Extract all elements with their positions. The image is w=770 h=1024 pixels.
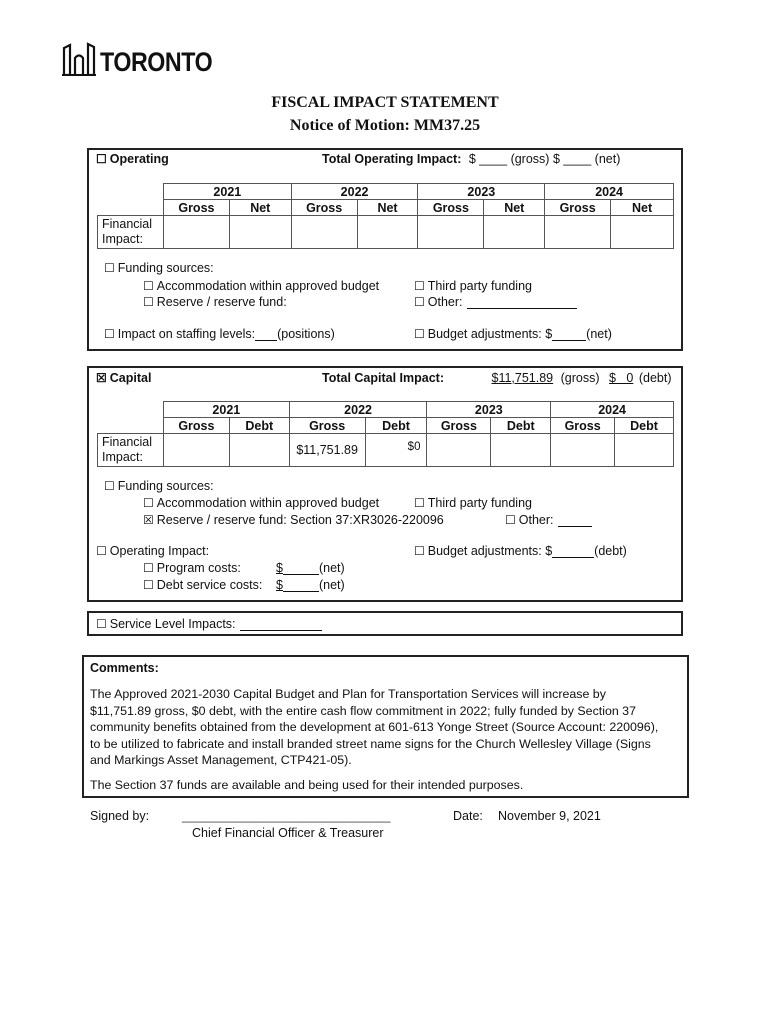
operating-total-net: $ ____ (net) xyxy=(552,152,621,166)
col-header: Gross xyxy=(551,418,615,434)
budget-adj-label: Budget adjustments: $ xyxy=(427,544,553,558)
col-header: Net xyxy=(484,200,545,216)
operating-label: Operating xyxy=(109,152,169,166)
capital-total-debt: $ 0 xyxy=(609,371,634,385)
comments-paragraph-2: The Section 37 funds are available and being used for their intended purposes. xyxy=(90,778,524,792)
capital-label: Capital xyxy=(109,371,152,385)
date-value: November 9, 2021 xyxy=(498,809,601,823)
staffing-label: Impact on staffing levels: xyxy=(117,327,256,341)
capital-budget-adj-checkbox[interactable] xyxy=(414,544,627,558)
operating-year: 2022 xyxy=(291,184,418,200)
table-cell[interactable] xyxy=(163,216,229,249)
service-level-label: Service Level Impacts: xyxy=(109,617,236,631)
col-header: Gross xyxy=(163,200,229,216)
reserve-label: Reserve / reserve fund: xyxy=(156,295,287,309)
table-cell[interactable] xyxy=(545,216,611,249)
checkbox-unchecked-icon: ☐ xyxy=(104,327,115,341)
debt-service-costs-checkbox[interactable] xyxy=(143,578,262,592)
capital-funding-sources[interactable] xyxy=(104,479,214,493)
capital-impact-table xyxy=(97,401,674,467)
operating-impact-label: Operating Impact: xyxy=(109,544,210,558)
toronto-logo xyxy=(62,40,231,76)
program-costs-line xyxy=(283,574,319,575)
operating-year: 2024 xyxy=(545,184,674,200)
dollar-sign: $ xyxy=(276,561,283,575)
operating-checkbox[interactable] xyxy=(96,152,169,166)
operating-total-gross: $ ____ (gross) xyxy=(468,152,550,166)
operating-total-label: Total Operating Impact: xyxy=(322,152,462,166)
capital-accommodation-checkbox[interactable] xyxy=(143,496,379,510)
capital-reserve-checkbox[interactable] xyxy=(143,513,444,527)
table-cell[interactable] xyxy=(229,434,289,467)
table-cell-2022-gross[interactable]: $11,751.89 xyxy=(289,434,365,467)
dollar-sign: $ xyxy=(276,578,283,592)
budget-adj-suffix: (net) xyxy=(586,327,612,341)
capital-year: 2021 xyxy=(163,402,289,418)
checkbox-unchecked-icon: ☐ xyxy=(143,578,154,592)
gross-word: (gross) xyxy=(560,371,600,385)
budget-adj-line[interactable] xyxy=(552,340,586,341)
operating-year: 2023 xyxy=(418,184,545,200)
col-header: Debt xyxy=(491,418,551,434)
date-label: Date: xyxy=(453,809,483,823)
operating-budget-adj-checkbox[interactable] xyxy=(414,327,612,341)
operating-total xyxy=(322,152,620,166)
checkbox-unchecked-icon: ☐ xyxy=(143,496,154,510)
operating-section xyxy=(87,148,683,351)
col-header: Debt xyxy=(365,418,427,434)
table-cell[interactable] xyxy=(229,216,291,249)
net-word: (net) xyxy=(318,561,345,575)
table-cell[interactable] xyxy=(491,434,551,467)
service-level-line[interactable] xyxy=(240,630,322,631)
program-costs-checkbox[interactable] xyxy=(143,561,241,575)
checkbox-unchecked-icon: ☐ xyxy=(414,496,425,510)
capital-year: 2022 xyxy=(289,402,427,418)
checkbox-unchecked-icon: ☐ xyxy=(96,617,107,631)
third-party-label: Third party funding xyxy=(427,496,532,510)
capital-total-gross: $11,751.89 xyxy=(491,371,554,385)
table-cell[interactable] xyxy=(291,216,357,249)
reserve-label: Reserve / reserve fund: Section 37:XR3026-220096 xyxy=(156,513,444,527)
city-hall-icon xyxy=(62,40,96,76)
checkbox-unchecked-icon: ☐ xyxy=(414,279,425,293)
other-line[interactable] xyxy=(467,308,577,309)
comments-heading: Comments: xyxy=(90,661,159,675)
page-subtitle: Notice of Motion: MM37.25 xyxy=(289,117,481,134)
other-label: Other: xyxy=(427,295,463,309)
col-header: Gross xyxy=(418,200,484,216)
operating-third-party-checkbox[interactable] xyxy=(414,279,532,293)
checkbox-unchecked-icon: ☐ xyxy=(143,561,154,575)
funding-label: Funding sources: xyxy=(117,261,214,275)
checkbox-unchecked-icon: ☐ xyxy=(414,544,425,558)
col-header: Gross xyxy=(545,200,611,216)
table-cell-2022-debt[interactable]: $0 xyxy=(365,434,427,467)
signed-by-label: Signed by: xyxy=(90,809,150,823)
operating-other-checkbox[interactable] xyxy=(414,295,577,309)
checkbox-unchecked-icon: ☐ xyxy=(143,295,154,309)
capital-year: 2023 xyxy=(427,402,551,418)
operating-reserve-checkbox[interactable] xyxy=(143,295,287,309)
col-header: Gross xyxy=(427,418,491,434)
capital-total-label: Total Capital Impact: xyxy=(322,371,445,385)
budget-adj-line[interactable] xyxy=(552,557,594,558)
comments-paragraph-1: The Approved 2021-2030 Capital Budget and Plan for Transportation Services will increase by $11,751.89 gross, $0 debt, with the entire cash flow commitment in 2022; fully funded by Section 37 community benefits obtained from the development at 601-613 Yonge Street (Source Account: 220096), to be utilized to fabricate and install branded street name signs for the Church Wellesley Village (Signs and Markings Asset Management, CTP421-05). xyxy=(90,687,659,767)
accommodation-label: Accommodation within approved budget xyxy=(156,496,380,510)
table-cell[interactable] xyxy=(551,434,615,467)
checkbox-unchecked-icon: ☐ xyxy=(505,513,516,527)
table-cell[interactable] xyxy=(427,434,491,467)
capital-other-checkbox[interactable] xyxy=(505,513,592,527)
col-header: Gross xyxy=(291,200,357,216)
col-header: Net xyxy=(229,200,291,216)
row-label: Financial Impact: xyxy=(98,216,164,249)
operating-funding-sources[interactable] xyxy=(104,261,214,275)
checkbox-unchecked-icon: ☐ xyxy=(96,544,107,558)
program-costs-value[interactable] xyxy=(276,561,345,575)
table-cell[interactable] xyxy=(418,216,484,249)
operating-accommodation-checkbox[interactable] xyxy=(143,279,379,293)
capital-total xyxy=(322,371,678,385)
debt-service-line xyxy=(283,591,319,592)
checkbox-checked-icon: ☒ xyxy=(143,513,154,527)
accommodation-label: Accommodation within approved budget xyxy=(156,279,380,293)
table-cell[interactable] xyxy=(615,434,674,467)
capital-third-party-checkbox[interactable] xyxy=(414,496,532,510)
checkbox-unchecked-icon: ☐ xyxy=(96,152,107,166)
capital-checkbox[interactable] xyxy=(96,371,151,385)
debt-service-costs-value[interactable] xyxy=(276,578,345,592)
checkbox-unchecked-icon: ☐ xyxy=(104,261,115,275)
other-label: Other: xyxy=(518,513,554,527)
row-label: Financial Impact: xyxy=(98,434,164,467)
col-header: Debt xyxy=(229,418,289,434)
capital-year: 2024 xyxy=(551,402,674,418)
operating-impact-table xyxy=(97,183,674,249)
col-header: Gross xyxy=(163,418,229,434)
col-header: Net xyxy=(357,200,418,216)
debt-service-label: Debt service costs: xyxy=(156,578,263,592)
table-cell[interactable] xyxy=(163,434,229,467)
table-cell[interactable] xyxy=(357,216,418,249)
operating-year: 2021 xyxy=(163,184,291,200)
col-header: Debt xyxy=(615,418,674,434)
checkbox-unchecked-icon: ☐ xyxy=(414,327,425,341)
signature-line[interactable]: ______________________________ xyxy=(182,809,391,823)
col-header: Gross xyxy=(289,418,365,434)
table-cell[interactable] xyxy=(611,216,674,249)
checkbox-unchecked-icon: ☐ xyxy=(414,295,425,309)
program-costs-label: Program costs: xyxy=(156,561,241,575)
capital-operating-impact-checkbox[interactable] xyxy=(96,544,209,558)
budget-adj-suffix: (debt) xyxy=(594,544,627,558)
staffing-line[interactable] xyxy=(255,340,277,341)
signer-title: Chief Financial Officer & Treasurer xyxy=(192,826,384,840)
checkbox-unchecked-icon: ☐ xyxy=(143,279,154,293)
checkbox-unchecked-icon: ☐ xyxy=(104,479,115,493)
funding-label: Funding sources: xyxy=(117,479,214,493)
checkbox-checked-icon: ☒ xyxy=(96,371,107,385)
col-header: Net xyxy=(611,200,674,216)
net-word: (net) xyxy=(318,578,345,592)
budget-adj-label: Budget adjustments: $ xyxy=(427,327,553,341)
debt-word: (debt) xyxy=(638,371,672,385)
third-party-label: Third party funding xyxy=(427,279,532,293)
service-level-checkbox[interactable] xyxy=(96,617,322,631)
table-cell[interactable] xyxy=(484,216,545,249)
staffing-suffix: (positions) xyxy=(277,327,335,341)
operating-staffing-checkbox[interactable] xyxy=(104,327,335,341)
other-line[interactable] xyxy=(558,526,592,527)
page-title: FISCAL IMPACT STATEMENT xyxy=(271,94,499,111)
logo-wordmark: TORONTO xyxy=(100,47,213,77)
